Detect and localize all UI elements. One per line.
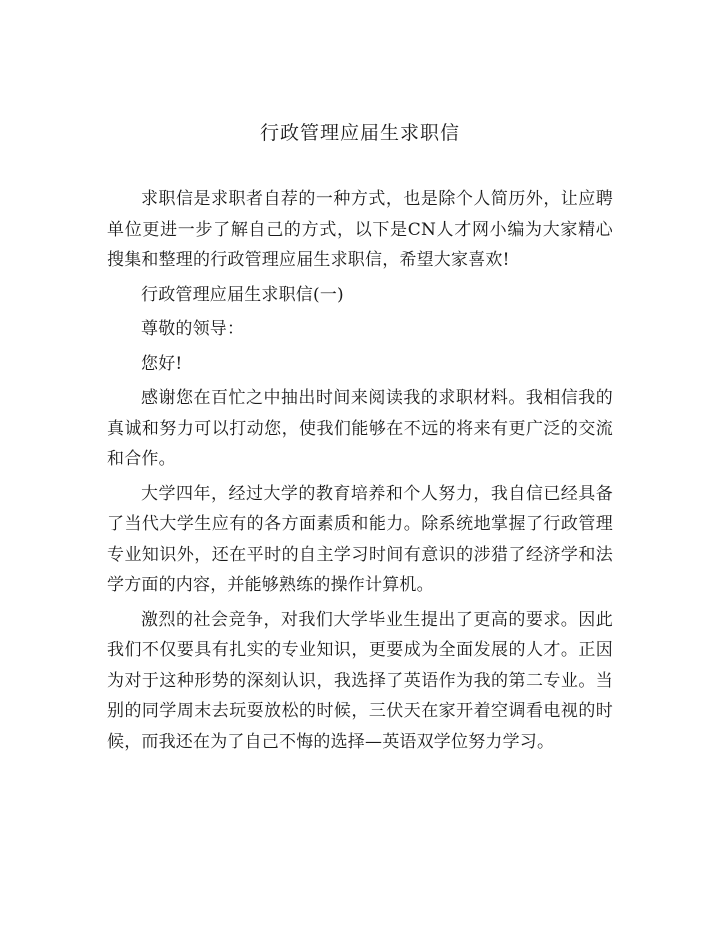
greeting: 您好! xyxy=(141,353,183,374)
body-paragraph: 激烈的社会竞争，对我们大学毕业生提出了更高的要求。因此我们不仅要具有扎实的专业知识，更要成为全面发展的人才。正因为对于这种形势的深刻认识，我选择了英语作为我的第二专业。当别的同学周末去玩耍放松的时候，三伏天在家开着空调看电视的时候，而我还在为了自己不悔的选择—英语双学位努力学习。 xyxy=(107,609,613,752)
body-paragraph: 感谢您在百忙之中抽出时间来阅读我的求职材料。我相信我的真诚和努力可以打动您，使我们能够在不远的将来有更广泛的交流和合作。 xyxy=(107,388,613,469)
body-paragraph: 大学四年，经过大学的教育培养和个人努力，我自信已经具备了当代大学生应有的各方面素质和能力。除系统地掌握了行政管理专业知识外，还在平时的自主学习时间有意识的涉猎了经济学和法学方面的内容，并能够熟练的操作计算机。 xyxy=(107,483,613,595)
salutation: 尊敬的领导： xyxy=(141,319,245,339)
document-body xyxy=(107,184,613,757)
document-title: 行政管理应届生求职信 xyxy=(259,122,460,144)
letter-heading: 行政管理应届生求职信(一) xyxy=(141,284,344,305)
intro-paragraph: 求职信是求职者自荐的一种方式，也是除个人简历外，让应聘单位更进一步了解自己的方式，以下是CN人才网小编为大家精心搜集和整理的行政管理应届生求职信，希望大家喜欢! xyxy=(107,189,613,270)
